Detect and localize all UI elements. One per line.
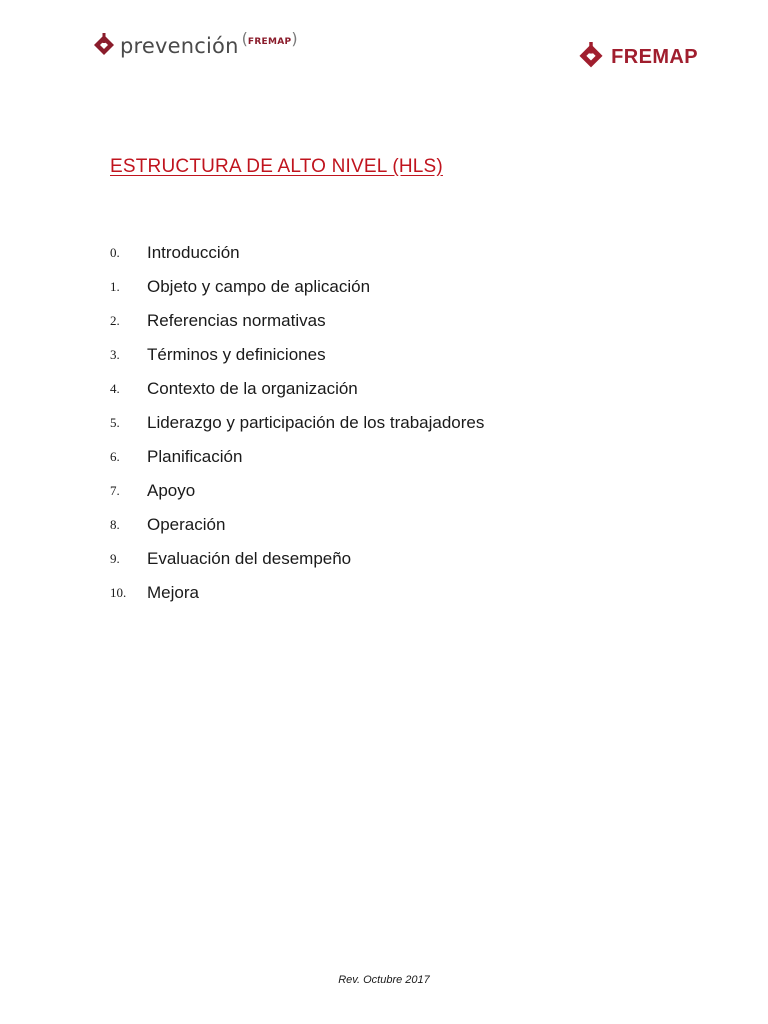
toc-item — [110, 440, 484, 474]
toc-item-label: Introducción — [147, 243, 240, 262]
toc-item — [110, 508, 484, 542]
toc-item-label: Referencias normativas — [147, 311, 326, 330]
fremap-logo — [577, 42, 698, 72]
toc-item-number: 10. — [110, 585, 127, 600]
toc-item-label: Planificación — [147, 447, 243, 466]
toc-item-label: Apoyo — [147, 481, 196, 500]
toc-item-number: 0. — [110, 245, 120, 260]
toc-item-number: 1. — [110, 279, 120, 294]
fremap-diamond-icon — [577, 42, 605, 72]
toc-item — [110, 576, 484, 610]
toc-item-number: 3. — [110, 347, 120, 362]
toc-item-number: 7. — [110, 483, 120, 498]
toc-item-number: 2. — [110, 313, 120, 328]
toc-item-label: Liderazgo y participación de los trabajadores — [147, 413, 485, 432]
toc-item — [110, 372, 484, 406]
toc-item — [110, 338, 484, 372]
toc-item — [110, 474, 484, 508]
document-title: ESTRUCTURA DE ALTO NIVEL (HLS) — [110, 156, 443, 177]
toc-item — [110, 406, 484, 440]
toc-item — [110, 270, 484, 304]
toc-item-number: 6. — [110, 449, 120, 464]
toc-item-label: Objeto y campo de aplicación — [147, 277, 371, 296]
toc-item-label: Mejora — [147, 583, 199, 602]
fremap-sub-logo-text: FREMAP — [247, 36, 292, 47]
fremap-sub-logo: (FREMAP) — [241, 28, 298, 48]
toc-item-number: 4. — [110, 381, 120, 396]
toc-item-label: Términos y definiciones — [147, 345, 326, 364]
table-of-contents — [110, 236, 484, 610]
toc-item-number: 5. — [110, 415, 120, 430]
toc-item-label: Operación — [147, 515, 226, 534]
toc-item — [110, 304, 484, 338]
toc-item — [110, 236, 484, 270]
prevencion-fremap-logo — [92, 28, 298, 59]
toc-item-number: 9. — [110, 551, 120, 566]
toc-item — [110, 542, 484, 576]
toc-item-label: Evaluación del desempeño — [147, 549, 352, 568]
revision-footer: Rev. Octubre 2017 — [338, 974, 430, 986]
prevencion-logo-text: prevención — [120, 34, 239, 58]
toc-item-number: 8. — [110, 517, 120, 532]
fremap-diamond-icon — [92, 33, 116, 59]
toc-item-label: Contexto de la organización — [147, 379, 358, 398]
fremap-logo-text: FREMAP — [611, 45, 698, 68]
